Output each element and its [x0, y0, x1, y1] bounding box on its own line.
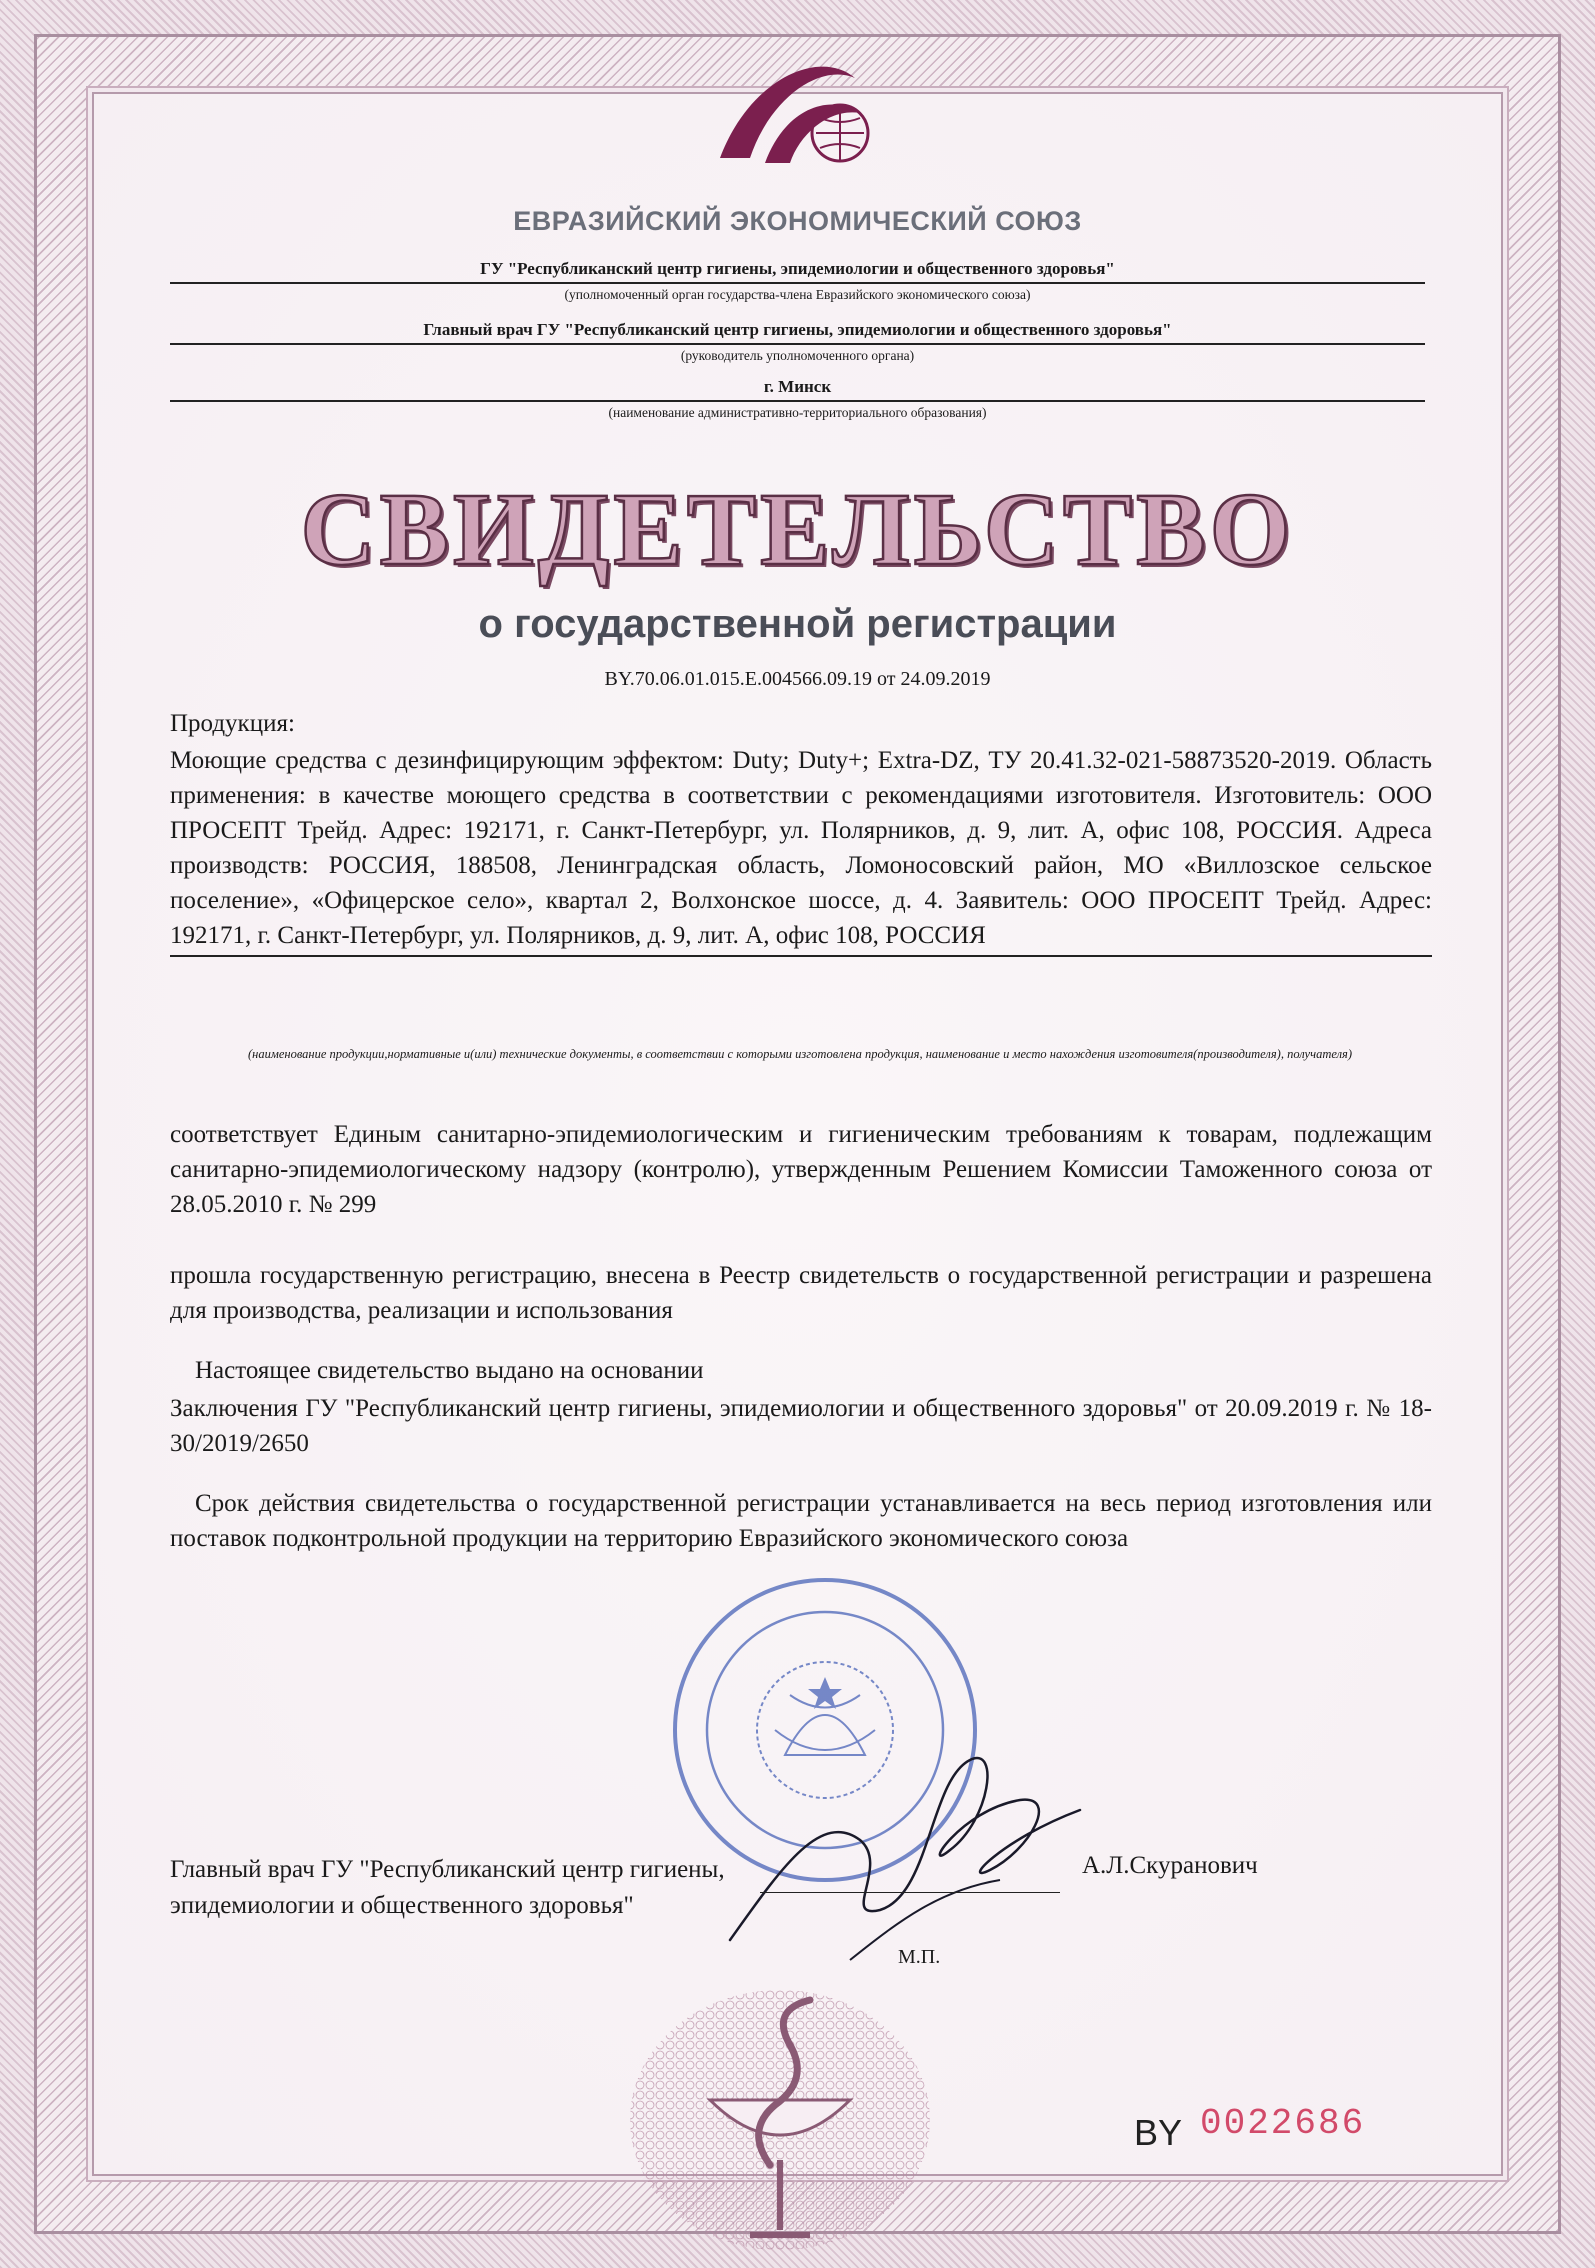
eaeu-emblem-icon — [690, 38, 890, 188]
basis-line-2: Заключения ГУ "Республиканский центр гигиены, эпидемиологии и общественного здоровья" от 20.09.2019 г. № 18-30/2019/2650 — [170, 1395, 1432, 1457]
signer-name: А.Л.Скуранович — [1082, 1852, 1258, 1879]
city-name: г. Минск — [170, 376, 1425, 402]
product-note: (наименование продукции,нормативные и(или) технические документы, в соответствии с которыми изготовлена продукция, наименование и место нахождения изготовителя(производителя), получателя) — [247, 1047, 1353, 1061]
basis-line-1: Настоящее свидетельство выдано на основании — [195, 1357, 704, 1384]
product-label: Продукция: — [170, 710, 295, 737]
registration-number: BY.70.06.01.015.E.004566.09.19 от 24.09.2019 — [604, 668, 991, 690]
handwritten-signature — [700, 1690, 1120, 1990]
head-title: Главный врач ГУ "Республиканский центр гигиены, эпидемиологии и общественного здоровья" — [170, 319, 1425, 345]
compliance-text: соответствует Единым санитарно-эпидемиологическим и гигиеническим требованиям к товарам, подлежащим санитарно-эпидемиологическому надзору (контролю), утвержденным Решением Комиссии Таможенного союза от 28.05.2010 г. № 299 — [170, 1121, 1432, 1218]
certificate-subtitle: о государственной регистрации — [478, 602, 1117, 646]
validity-text: Срок действия свидетельства о государственной регистрации устанавливается на весь период изготовления или поставок подконтрольной продукции на территорию Евразийского экономического союза — [170, 1490, 1432, 1552]
union-name: ЕВРАЗИЙСКИЙ ЭКОНОМИЧЕСКИЙ СОЮЗ — [513, 206, 1082, 236]
serial-number: 0022686 — [1200, 2103, 1366, 2144]
city-note: (наименование административно-территориального образования) — [608, 405, 987, 420]
authority-note: (уполномоченный орган государства-члена Евразийского экономического союза) — [564, 287, 1031, 302]
product-description: Моющие средства с дезинфицирующим эффектом: Duty; Duty+; Extra-DZ, ТУ 20.41.32-021-58873520-2019. Область применения: в качестве моющего средства в соответствии с рекомендациями изготовителя. Изготовитель: ООО ПРОСЕПТ Трейд. Адрес: 192171, г. Санкт-Петербург, ул. Полярников, д. 9, лит. А, офис 108, РОССИЯ. Адреса производств: РОССИЯ, 188508, Ленинградская область, Ломоносовский район, МО «Виллозское сельское поселение», «Офицерское село», квартал 2, Волхонское шоссе, д. 4. Заявитель: ООО ПРОСЕПТ Трейд. Адрес: 192171, г. Санкт-Петербург, ул. Полярников, д. 9, лит. А, офис 108, РОССИЯ — [170, 743, 1432, 957]
medical-bowl-emblem-icon — [615, 1960, 945, 2250]
head-note: (руководитель уполномоченного органа) — [680, 348, 915, 363]
authority-name: ГУ "Республиканский центр гигиены, эпидемиологии и общественного здоровья" — [170, 258, 1425, 284]
signature-line — [760, 1892, 1060, 1893]
seal-label: М.П. — [898, 1946, 941, 1968]
signer-position: Главный врач ГУ "Республиканский центр гигиены, эпидемиологии и общественного здоровья" — [170, 1856, 725, 1919]
registration-text: прошла государственную регистрацию, внесена в Реестр свидетельств о государственной регистрации и разрешена для производства, реализации и использования — [170, 1262, 1432, 1324]
certificate-title: СВИДЕТЕЛЬСТВО — [300, 472, 1295, 587]
serial-prefix: BY — [1134, 2112, 1183, 2153]
